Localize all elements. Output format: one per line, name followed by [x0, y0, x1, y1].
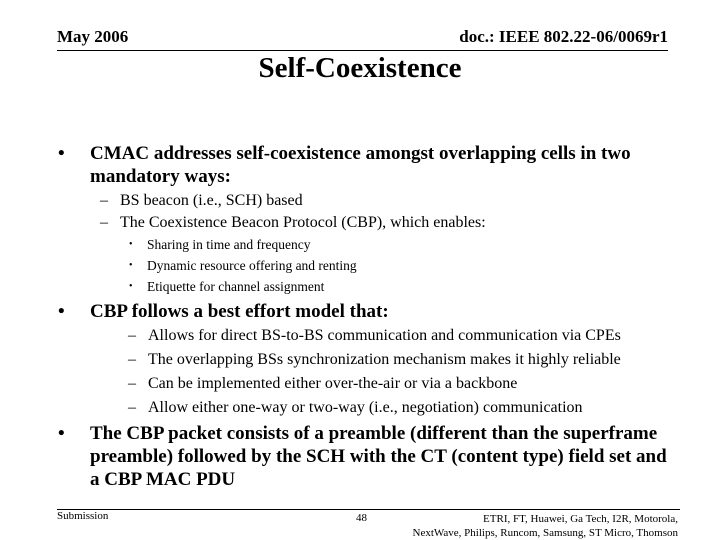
bullet-1-text: CMAC addresses self-coexistence amongst overlapping cells in two mandatory ways:	[90, 143, 631, 187]
bullet-1-subsub-2	[129, 255, 669, 276]
bullet-1-subsub-2-text: Dynamic resource offering and renting	[147, 258, 357, 273]
bullet-1-subsub-1	[129, 234, 669, 255]
dash-marker: –	[128, 375, 136, 392]
bullet-1-sub-1	[100, 189, 690, 213]
dash-marker: –	[128, 351, 136, 368]
bullet-2-text: CBP follows a best effort model that:	[90, 301, 389, 322]
header-date: May 2006	[57, 27, 129, 46]
bullet-2-sub-3-text: Can be implemented either over-the-air or via a backbone	[148, 375, 518, 392]
bullet-2	[58, 300, 668, 323]
bullet-2-sub-1	[128, 324, 688, 348]
slide-title: Self-Coexistence	[258, 52, 462, 84]
bullet-1-sub-2-text: The Coexistence Beacon Protocol (CBP), which enables:	[120, 214, 486, 231]
footer-submission: Submission	[57, 510, 109, 522]
dash-marker: –	[100, 214, 108, 231]
footer-authors-line-2: NextWave, Philips, Runcom, Samsung, ST Micro, Thomson	[412, 527, 678, 539]
bullet-1-sub-1-text: BS beacon (i.e., SCH) based	[120, 192, 303, 209]
header-doc-id: doc.: IEEE 802.22-06/0069r1	[459, 27, 668, 46]
bullet-1-subsub-3	[129, 276, 669, 297]
header-rule	[57, 50, 668, 51]
bullet-marker: •	[129, 260, 133, 271]
dash-marker: –	[128, 327, 136, 344]
bullet-marker: •	[58, 143, 65, 164]
bullet-3	[58, 422, 668, 491]
bullet-2-sub-4	[128, 396, 688, 420]
bullet-2-sub-1-text: Allows for direct BS-to-BS communication and communication via CPEs	[148, 327, 621, 344]
bullet-marker: •	[129, 239, 133, 250]
bullet-1-sub-2	[100, 211, 690, 235]
dash-marker: –	[100, 192, 108, 209]
footer-authors	[413, 512, 678, 540]
footer-authors-line-1: ETRI, FT, Huawei, Ga Tech, I2R, Motorola,	[483, 513, 678, 525]
bullet-1	[58, 142, 668, 188]
bullet-2-sub-2	[128, 348, 688, 372]
bullet-1-subsub-1-text: Sharing in time and frequency	[147, 237, 311, 252]
footer-page-number: 48	[356, 512, 367, 524]
bullet-marker: •	[58, 423, 65, 444]
bullet-3-text: The CBP packet consists of a preamble (different than the superframe preamble) followed by the SCH with the CT (content type) field set and a CBP MAC PDU	[90, 423, 667, 490]
bullet-2-sub-3	[128, 372, 688, 396]
dash-marker: –	[128, 399, 136, 416]
bullet-marker: •	[129, 281, 133, 292]
bullet-marker: •	[58, 301, 65, 322]
footer-rule	[57, 509, 680, 510]
bullet-1-subsub-3-text: Etiquette for channel assignment	[147, 279, 325, 294]
bullet-2-sub-2-text: The overlapping BSs synchronization mechanism makes it highly reliable	[148, 351, 621, 368]
bullet-2-sub-4-text: Allow either one-way or two-way (i.e., negotiation) communication	[148, 399, 583, 416]
